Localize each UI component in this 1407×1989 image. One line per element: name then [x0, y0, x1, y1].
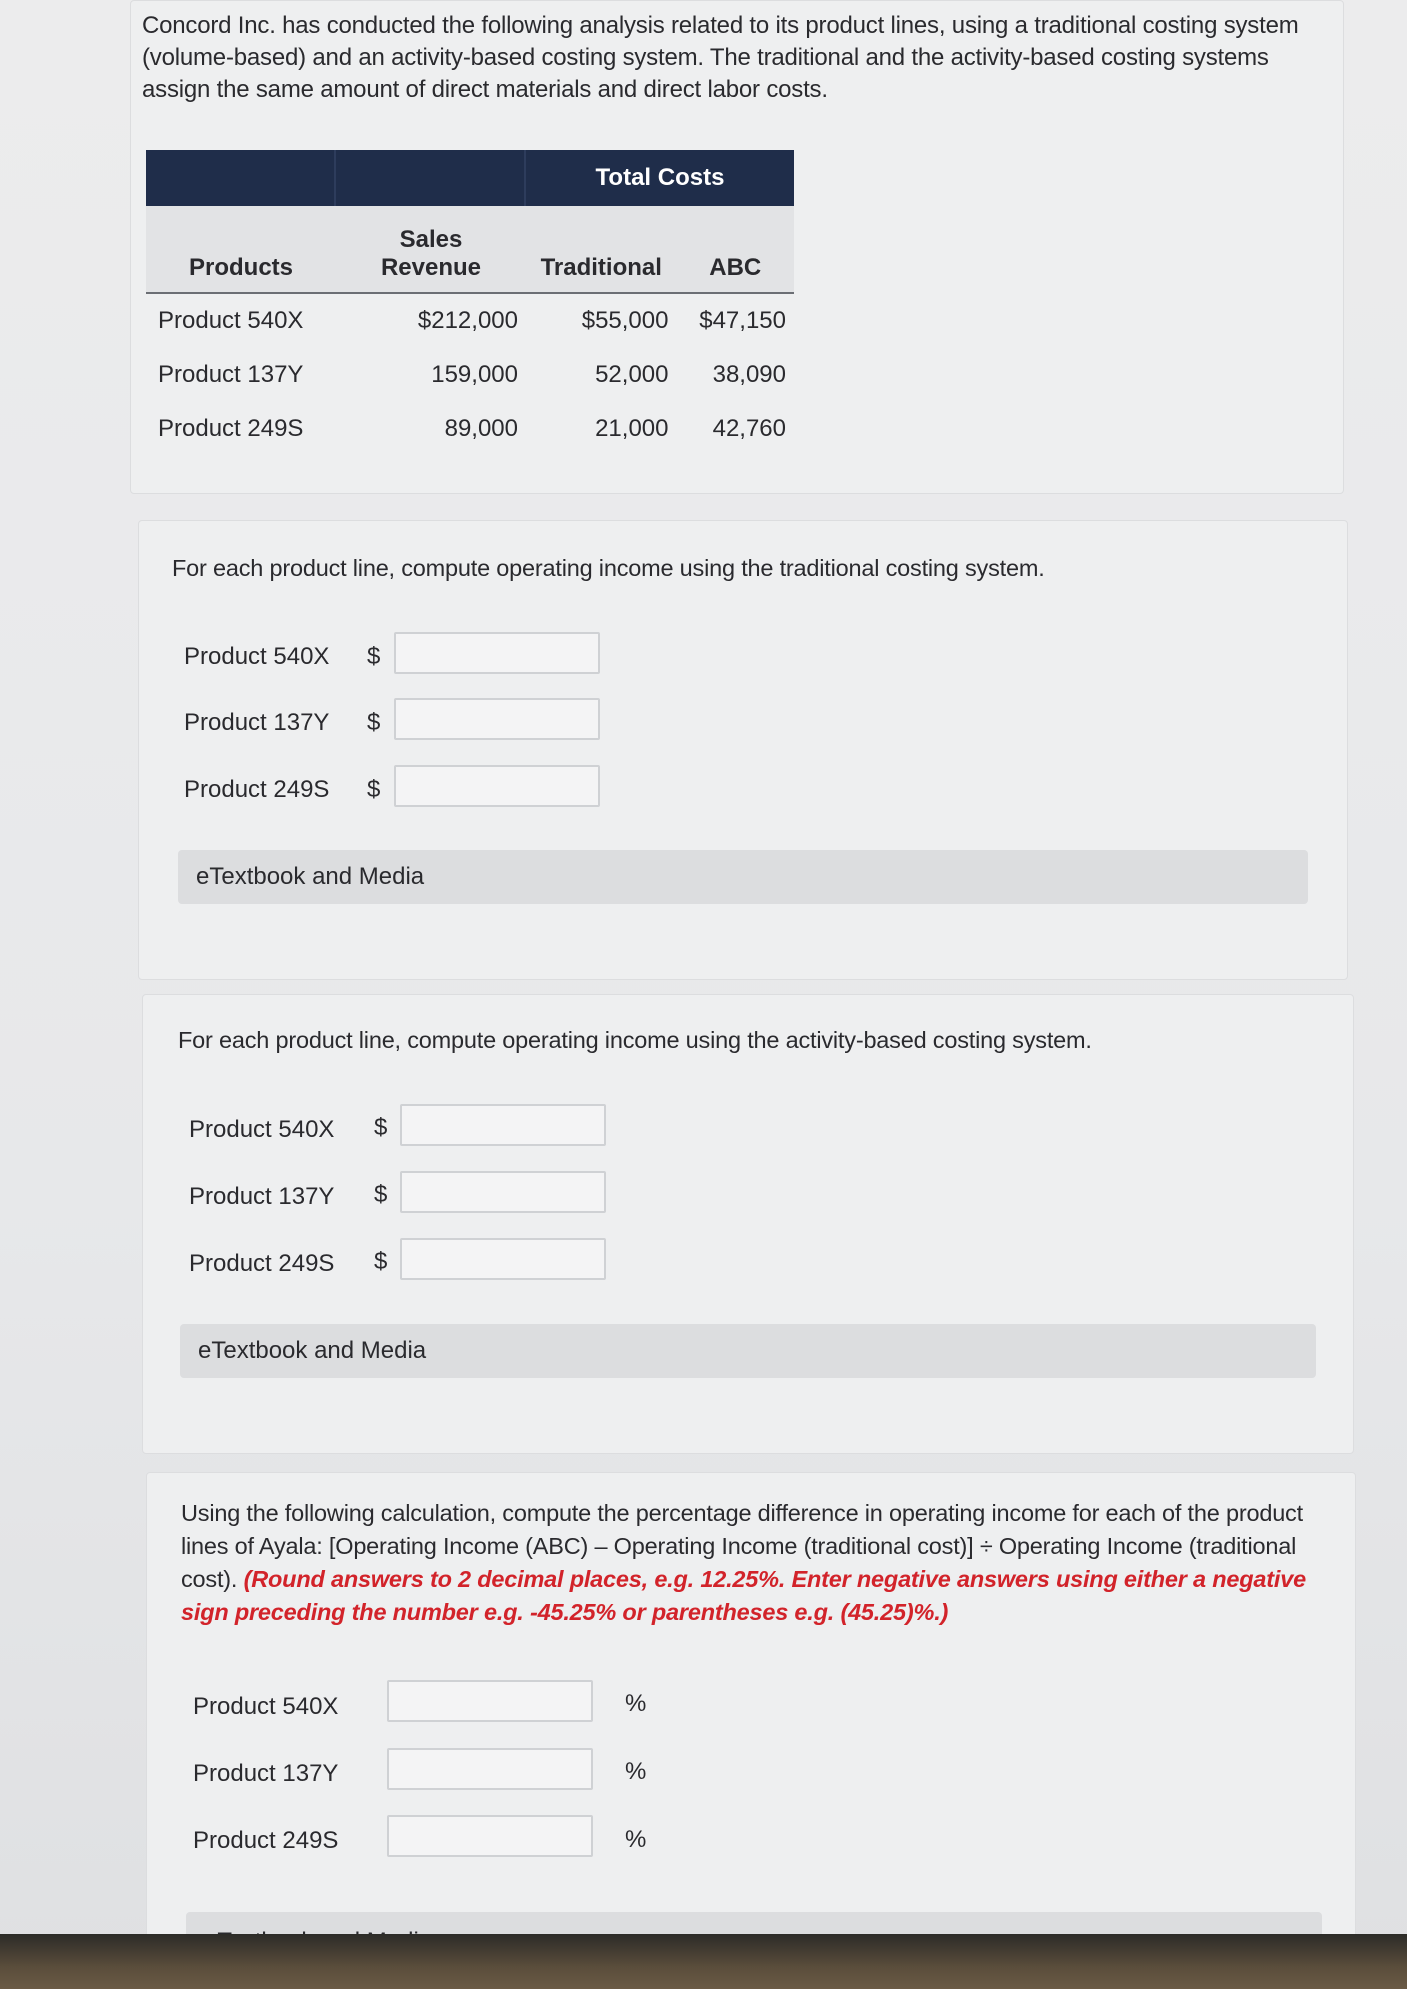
cell-abc: 38,090 — [712, 361, 786, 388]
table-row — [146, 294, 794, 348]
part-c-rounding-instructions: (Round answers to 2 decimal places, e.g. 12.25%. Enter negative answers using either a negative sign preceding the number e.g. -45.25% or parentheses e.g. (45.25)%.) — [181, 1566, 1306, 1625]
table-row — [146, 348, 794, 402]
band-empty-1 — [146, 150, 336, 206]
currency-symbol: $ — [374, 1114, 388, 1141]
part-b-label-540x: Product 540X — [189, 1116, 335, 1143]
cell-product: Product 137Y — [158, 361, 304, 388]
part-c-prompt-text: Using the following calculation, compute the percentage difference in operating income for each of the product lines of Ayala: [Operating Income (ABC) – Operating Income (traditional cost)] ÷ Operating Income (traditional cost). — [181, 1500, 1303, 1592]
cell-product: Product 249S — [158, 415, 304, 442]
cell-abc: 42,760 — [712, 415, 786, 442]
cost-table — [146, 150, 794, 456]
part-b-card — [142, 994, 1354, 1454]
cell-sales: $212,000 — [417, 307, 518, 334]
currency-symbol: $ — [374, 1181, 388, 1208]
part-a-card — [138, 520, 1348, 980]
header-sales-line2: Revenue — [380, 254, 482, 281]
part-a-label-137y: Product 137Y — [184, 709, 330, 736]
table-row — [146, 402, 794, 456]
table-header-row — [146, 206, 794, 294]
header-sales-revenue — [336, 206, 526, 294]
table-band-row — [146, 150, 794, 206]
percent-symbol: % — [625, 1826, 647, 1853]
cell-abc: $47,150 — [699, 307, 786, 334]
part-c-label-249s: Product 249S — [193, 1827, 339, 1854]
cell-sales: 89,000 — [444, 415, 518, 442]
part-a-input-137y[interactable] — [394, 698, 600, 740]
percent-symbol: % — [625, 1690, 647, 1717]
cell-traditional: 21,000 — [595, 415, 669, 442]
cell-sales: 159,000 — [431, 361, 518, 388]
part-c-input-137y[interactable] — [387, 1748, 593, 1790]
header-products: Products — [146, 206, 336, 294]
cell-product: Product 540X — [158, 307, 304, 334]
part-a-label-249s: Product 249S — [184, 776, 330, 803]
header-sales-line1: Sales — [399, 226, 463, 253]
part-b-label-137y: Product 137Y — [189, 1183, 335, 1210]
cell-traditional: 52,000 — [595, 361, 669, 388]
part-a-prompt: For each product line, compute operating income using the traditional costing system. — [172, 555, 1045, 581]
part-a-etextbook-link[interactable]: eTextbook and Media — [178, 850, 1308, 904]
band-total-costs: Total Costs — [526, 150, 794, 206]
part-a-label-540x: Product 540X — [184, 643, 330, 670]
part-a-input-540x[interactable] — [394, 632, 600, 674]
part-b-label-249s: Product 249S — [189, 1250, 335, 1277]
part-b-input-137y[interactable] — [400, 1171, 606, 1213]
part-b-etextbook-link[interactable]: eTextbook and Media — [180, 1324, 1316, 1378]
part-c-input-249s[interactable] — [387, 1815, 593, 1857]
percent-symbol: % — [625, 1758, 647, 1785]
currency-symbol: $ — [367, 643, 381, 670]
band-empty-2 — [336, 150, 526, 206]
cell-traditional: $55,000 — [581, 307, 669, 334]
part-c-label-540x: Product 540X — [193, 1693, 339, 1720]
part-b-prompt: For each product line, compute operating income using the activity-based costing system. — [178, 1027, 1092, 1053]
currency-symbol: $ — [367, 776, 381, 803]
header-traditional: Traditional — [526, 206, 676, 294]
part-c-input-540x[interactable] — [387, 1680, 593, 1722]
part-c-label-137y: Product 137Y — [193, 1760, 339, 1787]
part-b-input-540x[interactable] — [400, 1104, 606, 1146]
screen-bezel — [0, 1934, 1407, 1989]
part-b-input-249s[interactable] — [400, 1238, 606, 1280]
intro-text: Concord Inc. has conducted the following analysis related to its product lines, using a traditional costing system (volume-based) and an activity-based costing system. The traditional and the activity-based costing systems assign the same amount of direct materials and direct labor costs. — [142, 12, 1299, 103]
part-a-input-249s[interactable] — [394, 765, 600, 807]
currency-symbol: $ — [374, 1248, 388, 1275]
currency-symbol: $ — [367, 709, 381, 736]
header-abc: ABC — [676, 206, 794, 294]
part-c-prompt — [181, 1497, 1331, 1629]
